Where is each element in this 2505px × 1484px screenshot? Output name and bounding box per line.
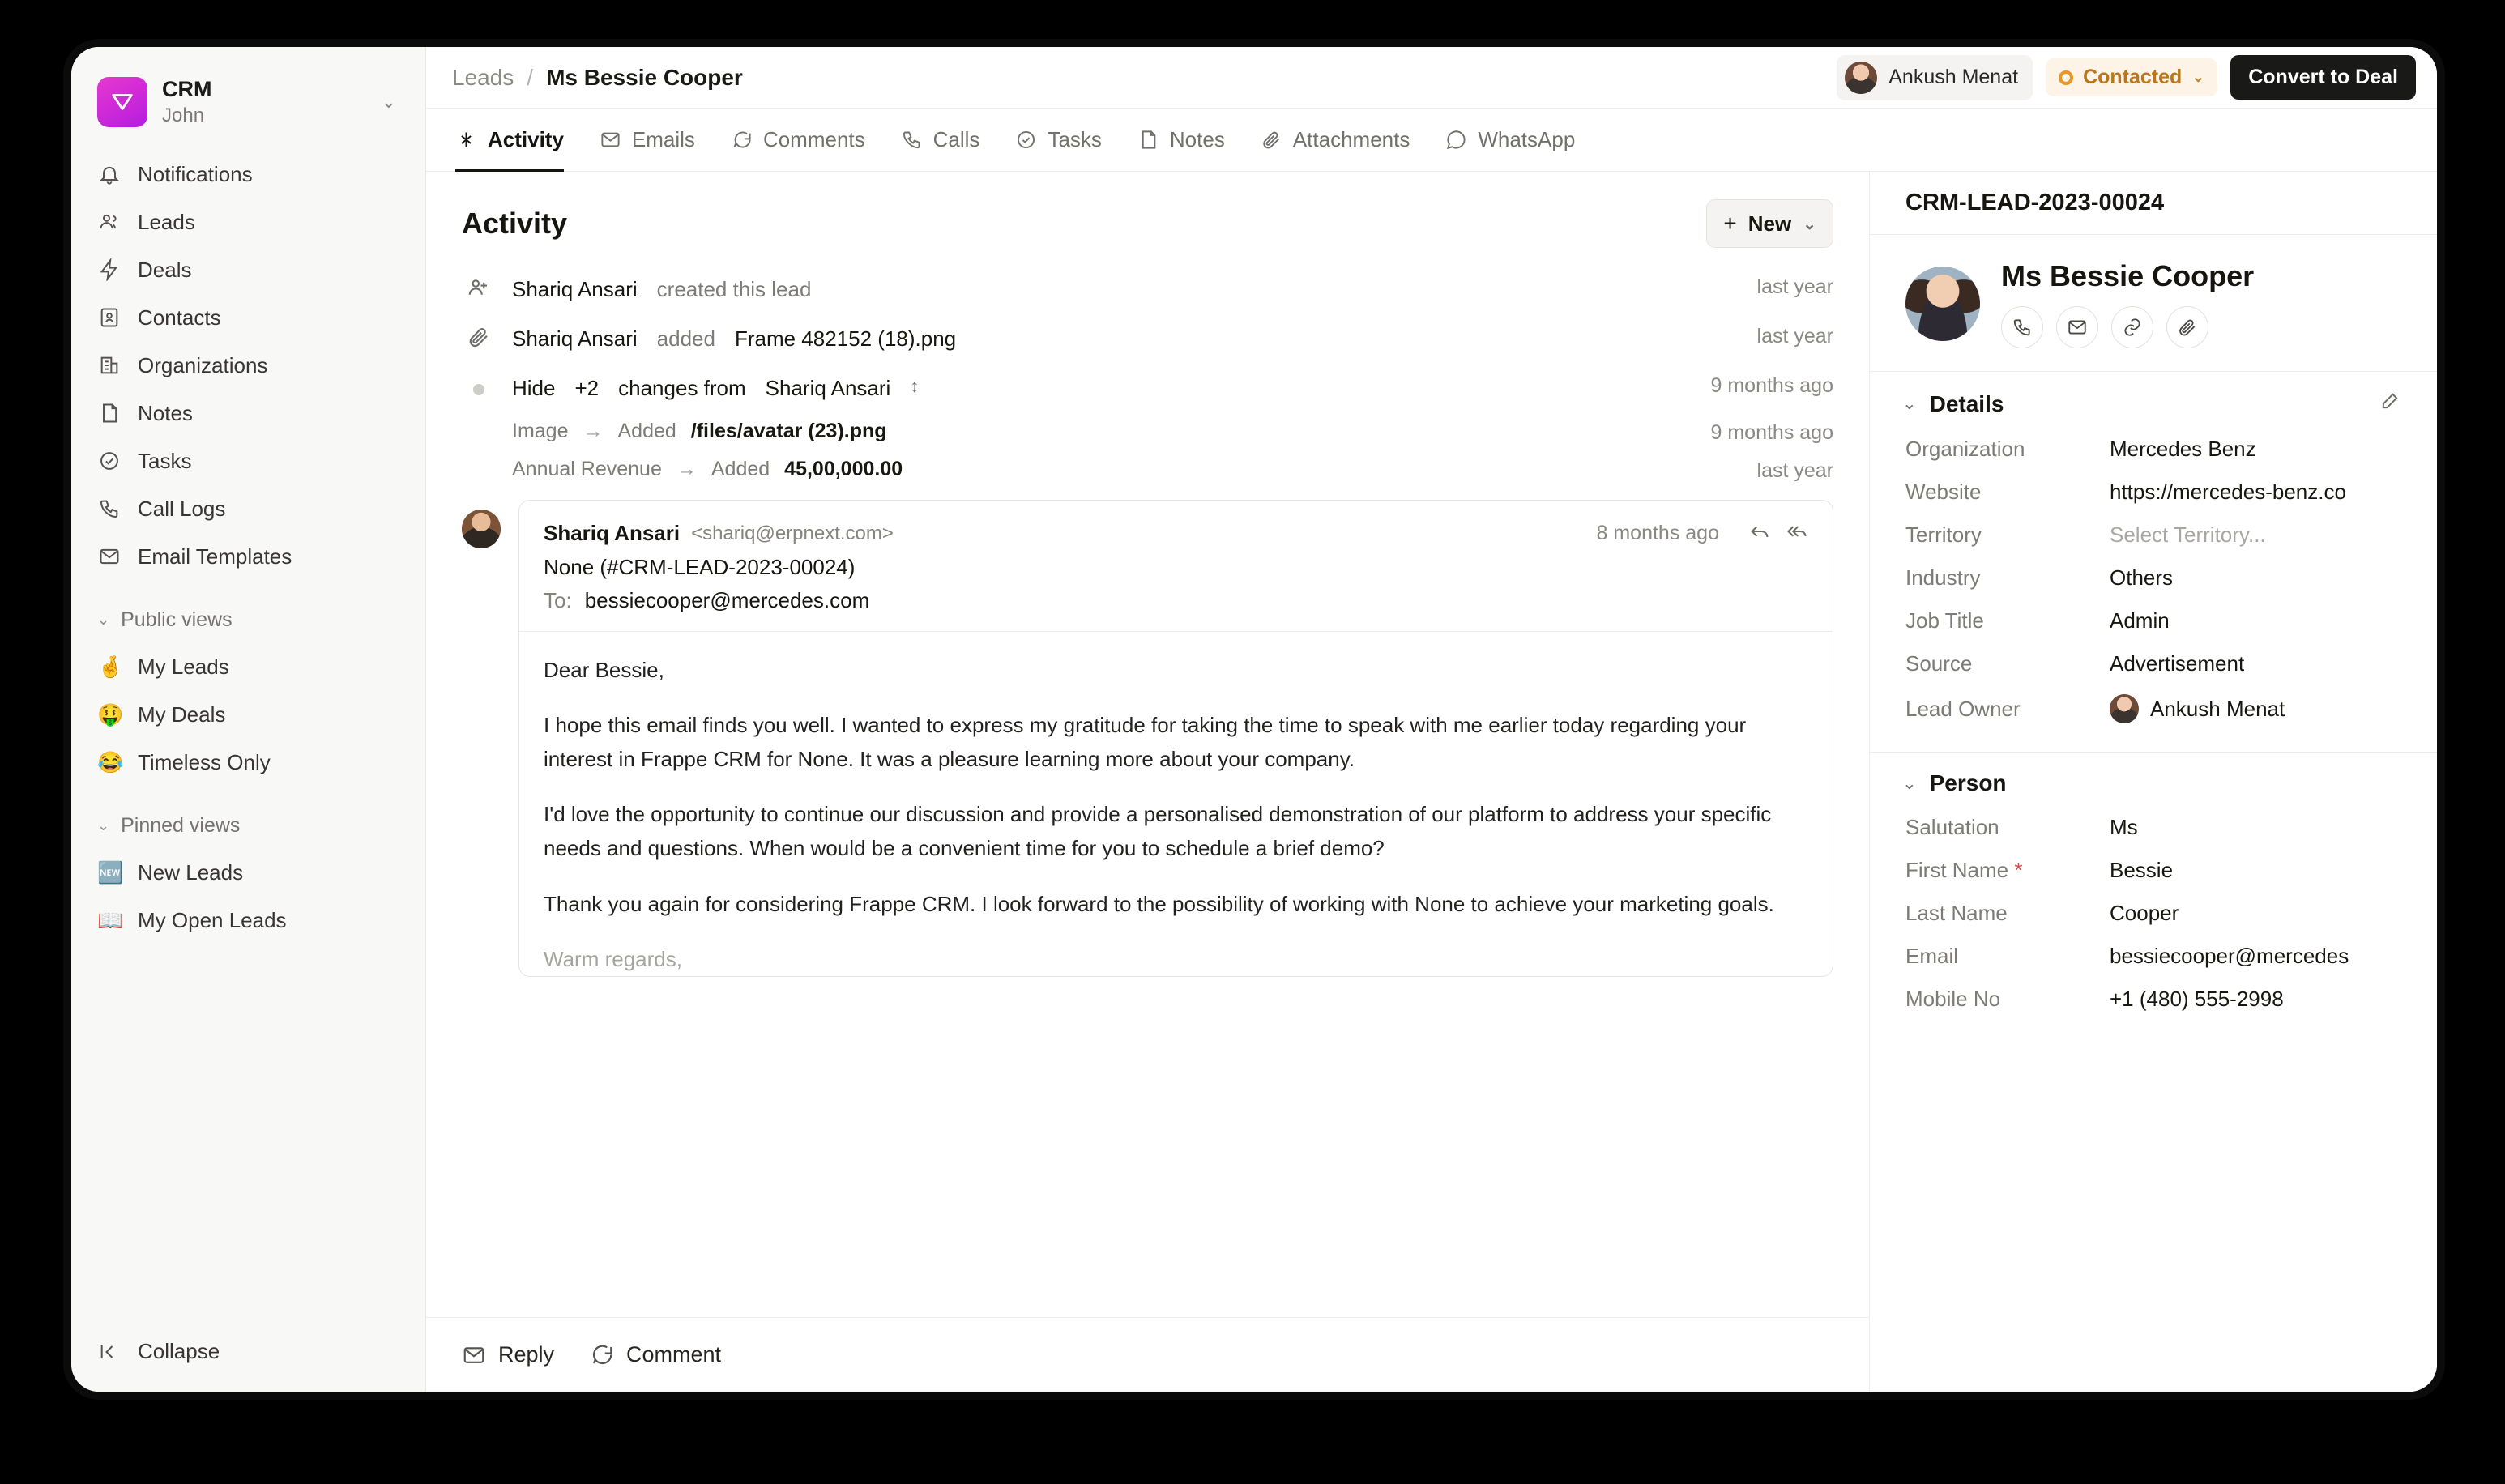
new-emoji-icon: 🆕: [97, 859, 124, 885]
field-value: Ankush Menat: [2150, 696, 2285, 721]
sidebar-item-label: My Leads: [138, 654, 229, 679]
sidebar-item-label: My Deals: [138, 701, 226, 727]
field-value: Ms: [2110, 815, 2138, 839]
sidebar-item-my-leads[interactable]: [86, 645, 411, 689]
email-time: 8 months ago: [1596, 522, 1719, 544]
activity-actor: Shariq Ansari: [512, 326, 638, 351]
field-first-name[interactable]: [1870, 849, 2437, 892]
collapse-sidebar-button[interactable]: [86, 1329, 411, 1374]
field-territory[interactable]: [1870, 514, 2437, 556]
sidebar-item-new-leads[interactable]: [86, 851, 411, 895]
email-to-value: bessiecooper@mercedes.com: [584, 588, 870, 612]
sidebar-item-contacts[interactable]: [86, 296, 411, 340]
field-job-title[interactable]: [1870, 599, 2437, 642]
tab-label: Attachments: [1292, 127, 1410, 151]
avatar: [1845, 62, 1877, 94]
activity-hide-changes-row[interactable]: [426, 363, 1869, 412]
tab-emails[interactable]: [600, 109, 695, 171]
change-time: 9 months ago: [1710, 421, 1833, 444]
workspace-info: [162, 76, 367, 128]
email-card[interactable]: [518, 500, 1833, 977]
tab-label: Emails: [631, 127, 695, 151]
activity-header: [426, 172, 1869, 264]
field-label: Territory: [1905, 522, 1982, 547]
tab-activity[interactable]: [455, 109, 564, 171]
tab-bar: [426, 109, 2437, 172]
reply-all-icon[interactable]: [1786, 520, 1808, 547]
new-button-label: New: [1748, 211, 1792, 236]
field-lead-owner[interactable]: [1870, 685, 2437, 732]
sidebar-item-label: Notifications: [138, 161, 253, 186]
sidebar-item-email-templates[interactable]: [86, 535, 411, 579]
field-label: Industry: [1905, 565, 1981, 590]
hide-actor: Shariq Ansari: [765, 376, 891, 400]
field-label: Job Title: [1905, 608, 1984, 633]
laughing-emoji-icon: 😂: [97, 749, 124, 774]
note-icon: [1137, 129, 1159, 151]
tab-tasks[interactable]: [1015, 109, 1101, 171]
change-action: Added: [617, 420, 676, 442]
activity-object: Frame 482152 (18).png: [734, 326, 957, 351]
public-views-label: Public views: [121, 608, 233, 631]
sidebar-item-leads[interactable]: [86, 200, 411, 245]
email-header: [544, 520, 1808, 547]
email-activity: [426, 488, 1869, 977]
required-marker: *: [2008, 858, 2023, 882]
status-label: Contacted: [2083, 66, 2183, 88]
book-emoji-icon: 📖: [97, 907, 124, 932]
email-icon: [600, 129, 621, 151]
change-field: Image: [512, 420, 569, 442]
edit-icon[interactable]: [2379, 390, 2401, 418]
avatar: [2110, 694, 2139, 723]
person-title: Person: [1929, 770, 2007, 795]
phone-icon[interactable]: [2001, 306, 2043, 348]
email-subject: None (#CRM-LEAD-2023-00024): [544, 555, 856, 579]
field-industry[interactable]: [1870, 556, 2437, 599]
sidebar-item-label: Leads: [138, 209, 195, 234]
assignee-chip[interactable]: [1837, 55, 2033, 100]
mail-icon[interactable]: [2056, 306, 2098, 348]
change-action: Added: [711, 458, 770, 480]
tab-comments[interactable]: [731, 109, 865, 171]
field-last-name[interactable]: [1870, 892, 2437, 935]
bullet-icon: [473, 384, 484, 395]
right-panel: [1870, 172, 2437, 1392]
details-title: Details: [1929, 390, 2004, 416]
bell-icon: [97, 162, 122, 186]
avatar: [462, 510, 501, 548]
activity-icon: [455, 129, 477, 151]
comment-icon: [590, 1343, 614, 1367]
email-sender-name: Shariq Ansari: [544, 521, 681, 545]
hide-count: +2: [574, 376, 600, 400]
sidebar-item-notifications[interactable]: [86, 152, 411, 197]
page-title: Activity: [462, 207, 568, 240]
link-icon[interactable]: [2111, 306, 2153, 348]
activity-item-created: [426, 264, 1869, 313]
field-value: Advertisement: [2110, 651, 2245, 676]
activity-item-attachment: [426, 313, 1869, 363]
deals-icon: [97, 258, 122, 282]
change-value: 45,00,000.00: [784, 458, 903, 480]
phone-icon: [901, 129, 923, 151]
chevron-down-icon: ⌄: [2191, 69, 2205, 86]
field-organization[interactable]: [1870, 428, 2437, 471]
mail-icon: [97, 544, 122, 569]
field-label: Email: [1905, 944, 1959, 968]
reply-label: Reply: [498, 1342, 555, 1367]
sidebar-item-timeless-only[interactable]: [86, 740, 411, 785]
email-closing: Warm regards,: [544, 946, 682, 971]
attachment-icon: [465, 322, 493, 349]
activity-actor: Shariq Ansari: [512, 277, 638, 301]
breadcrumb-leads[interactable]: Leads: [452, 64, 514, 90]
leads-icon: [97, 210, 122, 234]
sidebar-item-deals[interactable]: [86, 248, 411, 292]
sidebar-item-label: Email Templates: [138, 544, 292, 569]
email-paragraph: Thank you again for considering Frappe CRM. I look forward to the possibility of working with None to achieve your marketing goals.: [544, 891, 1774, 916]
change-field: Annual Revenue: [512, 458, 662, 480]
email-body: [544, 632, 1808, 976]
change-time: last year: [1756, 459, 1833, 482]
status-badge[interactable]: [2046, 58, 2217, 96]
field-value: Mercedes Benz: [2110, 437, 2256, 461]
field-value: Admin: [2110, 608, 2170, 633]
email-paragraph: Dear Bessie,: [544, 658, 664, 682]
field-value-wrap: [2110, 694, 2285, 723]
field-email[interactable]: [1870, 935, 2437, 978]
activity-action: added: [656, 326, 715, 351]
organizations-icon: [97, 353, 122, 377]
field-label: Source: [1905, 651, 1973, 676]
task-icon: [1015, 129, 1037, 151]
arrow-icon: →: [583, 420, 604, 442]
public-views-header[interactable]: [86, 602, 411, 638]
record-name: Ms Bessie Cooper: [2001, 259, 2255, 292]
hero-info: [2001, 259, 2254, 348]
sidebar-item-call-logs[interactable]: [86, 487, 411, 531]
chevron-down-icon: ⌄: [1803, 215, 1816, 233]
person-add-icon: [465, 272, 493, 300]
activity-time: 9 months ago: [1710, 374, 1833, 397]
field-label: Lead Owner: [1905, 696, 2021, 721]
field-value: Others: [2110, 565, 2174, 590]
attachment-icon: [1261, 129, 1282, 151]
chevron-down-icon: ⌄: [1902, 394, 1917, 413]
comment-icon: [731, 129, 753, 151]
details-section-header[interactable]: [1870, 372, 2437, 428]
person-section-header[interactable]: [1870, 753, 2437, 806]
phone-icon: [97, 497, 122, 521]
app-window: [71, 47, 2437, 1392]
tab-label: Calls: [932, 127, 980, 151]
change-value: /files/avatar (23).png: [690, 420, 887, 442]
crm-logo-icon: [97, 77, 147, 127]
workspace-user: John: [162, 104, 205, 126]
collapse-label: Collapse: [138, 1339, 220, 1363]
sidebar-item-label: Deals: [138, 257, 192, 282]
field-mobile-no[interactable]: [1870, 978, 2437, 1021]
tab-attachments[interactable]: [1261, 109, 1410, 171]
change-row-annual-revenue: [426, 450, 1869, 488]
field-value: Bessie: [2110, 858, 2174, 882]
tab-notes[interactable]: [1137, 109, 1225, 171]
field-value: Select Territory...: [2110, 522, 2266, 547]
email-to-label: To:: [544, 588, 572, 612]
field-label: Website: [1905, 480, 1982, 504]
sidebar-spacer: [71, 945, 425, 1329]
record-hero: [1870, 235, 2437, 372]
status-dot-icon: [2059, 70, 2073, 85]
workspace-title: CRM: [162, 77, 212, 101]
sidebar-item-label: Organizations: [138, 352, 268, 377]
sidebar-item-my-deals[interactable]: [86, 693, 411, 737]
chevron-updown-icon[interactable]: ↕: [910, 376, 920, 396]
field-source[interactable]: [1870, 642, 2437, 685]
attachment-icon[interactable]: [2166, 306, 2208, 348]
field-value: Cooper: [2110, 901, 2179, 925]
email-paragraph: I hope this email finds you well. I wanted to express my gratitude for taking the time to speak with me earlier today regarding your interest in Frappe CRM for None. It was a pleasure learning more about your company.: [544, 713, 1747, 772]
sidebar-item-notes[interactable]: [86, 391, 411, 436]
field-value: https://mercedes-benz.co: [2110, 480, 2346, 504]
record-id: CRM-LEAD-2023-00024: [1870, 172, 2437, 235]
content-wrap: [426, 172, 2437, 1392]
breadcrumb-current: Ms Bessie Cooper: [546, 64, 743, 90]
field-label: Last Name: [1905, 901, 2008, 925]
email-actions: [1748, 520, 1808, 547]
sidebar-item-label: Call Logs: [138, 496, 226, 521]
workspace-switcher[interactable]: [87, 68, 409, 136]
reply-icon: [462, 1343, 486, 1367]
pinned-views-header[interactable]: [86, 808, 411, 844]
email-paragraph: I'd love the opportunity to continue our discussion and provide a personalised demonstration of our platform to address your specific needs and questions. When would be a convenient time for you to schedule a brief demo?: [544, 802, 1772, 861]
breadcrumb-separator: /: [527, 64, 534, 90]
sidebar-item-label: New Leads: [138, 859, 244, 885]
convert-to-deal-button[interactable]: Convert to Deal: [2230, 55, 2416, 100]
field-value: bessiecooper@mercedes: [2110, 944, 2349, 968]
notes-icon: [97, 401, 122, 425]
tasks-icon: [97, 449, 122, 473]
email-sender-address: <shariq@erpnext.com>: [691, 522, 894, 544]
tab-whatsapp[interactable]: [1445, 109, 1575, 171]
new-activity-button[interactable]: [1706, 199, 1833, 248]
sidebar-item-label: My Open Leads: [138, 907, 287, 932]
pinned-views-label: Pinned views: [121, 813, 241, 837]
field-label: Organization: [1905, 437, 2025, 461]
sidebar-item-label: Contacts: [138, 305, 221, 330]
tab-calls[interactable]: [901, 109, 980, 171]
reply-bar: [426, 1317, 1869, 1392]
field-value: +1 (480) 555-2998: [2110, 987, 2284, 1011]
sidebar-item-tasks[interactable]: [86, 439, 411, 484]
quick-actions: [2001, 306, 2254, 348]
activity-time: last year: [1756, 325, 1833, 348]
whatsapp-icon: [1445, 129, 1467, 151]
sidebar-item-label: Timeless Only: [138, 749, 271, 774]
field-label: Mobile No: [1905, 987, 2001, 1011]
activity-action: created this lead: [656, 277, 812, 301]
collapse-icon: [97, 1340, 122, 1364]
comment-label: Comment: [626, 1342, 722, 1367]
contacts-icon: [97, 305, 122, 330]
sidebar-item-my-open-leads[interactable]: [86, 898, 411, 943]
chevron-down-icon[interactable]: ⌄: [381, 91, 396, 112]
sidebar: [71, 47, 426, 1392]
reply-icon[interactable]: [1748, 520, 1771, 547]
topbar: [426, 47, 2437, 109]
tab-label: WhatsApp: [1478, 127, 1576, 151]
email-recipient-row: [544, 588, 1808, 613]
sidebar-item-organizations[interactable]: [86, 343, 411, 388]
chevron-down-icon: ⌄: [1902, 774, 1917, 793]
hide-mid: changes from: [618, 376, 746, 400]
tab-label: Tasks: [1048, 127, 1102, 151]
tab-label: Notes: [1169, 127, 1225, 151]
chevron-down-icon: ⌄: [97, 817, 110, 834]
sidebar-item-label: Tasks: [138, 448, 192, 473]
chevron-down-icon: ⌄: [97, 611, 110, 628]
sidebar-item-label: Notes: [138, 400, 193, 425]
avatar[interactable]: [1905, 267, 1980, 341]
activity-time: last year: [1756, 275, 1833, 298]
hand-emoji-icon: 🤞: [97, 654, 124, 679]
field-website[interactable]: [1870, 471, 2437, 514]
activity-scroll[interactable]: [426, 172, 1869, 1317]
arrow-icon: →: [676, 458, 697, 480]
field-label: Salutation: [1905, 815, 1999, 839]
activity-column: [426, 172, 1870, 1392]
tab-label: Activity: [488, 127, 564, 151]
change-row-image: [426, 412, 1869, 450]
field-label: First Name *: [1905, 858, 2023, 882]
hide-label: Hide: [512, 376, 556, 400]
money-face-emoji-icon: 🤑: [97, 701, 124, 727]
assignee-name: Ankush Menat: [1888, 66, 2019, 88]
reply-button[interactable]: [462, 1342, 554, 1367]
comment-button[interactable]: [590, 1342, 721, 1367]
main-area: [426, 47, 2437, 1392]
plus-icon: +: [1723, 211, 1737, 236]
tab-label: Comments: [762, 127, 865, 151]
field-salutation[interactable]: [1870, 806, 2437, 849]
